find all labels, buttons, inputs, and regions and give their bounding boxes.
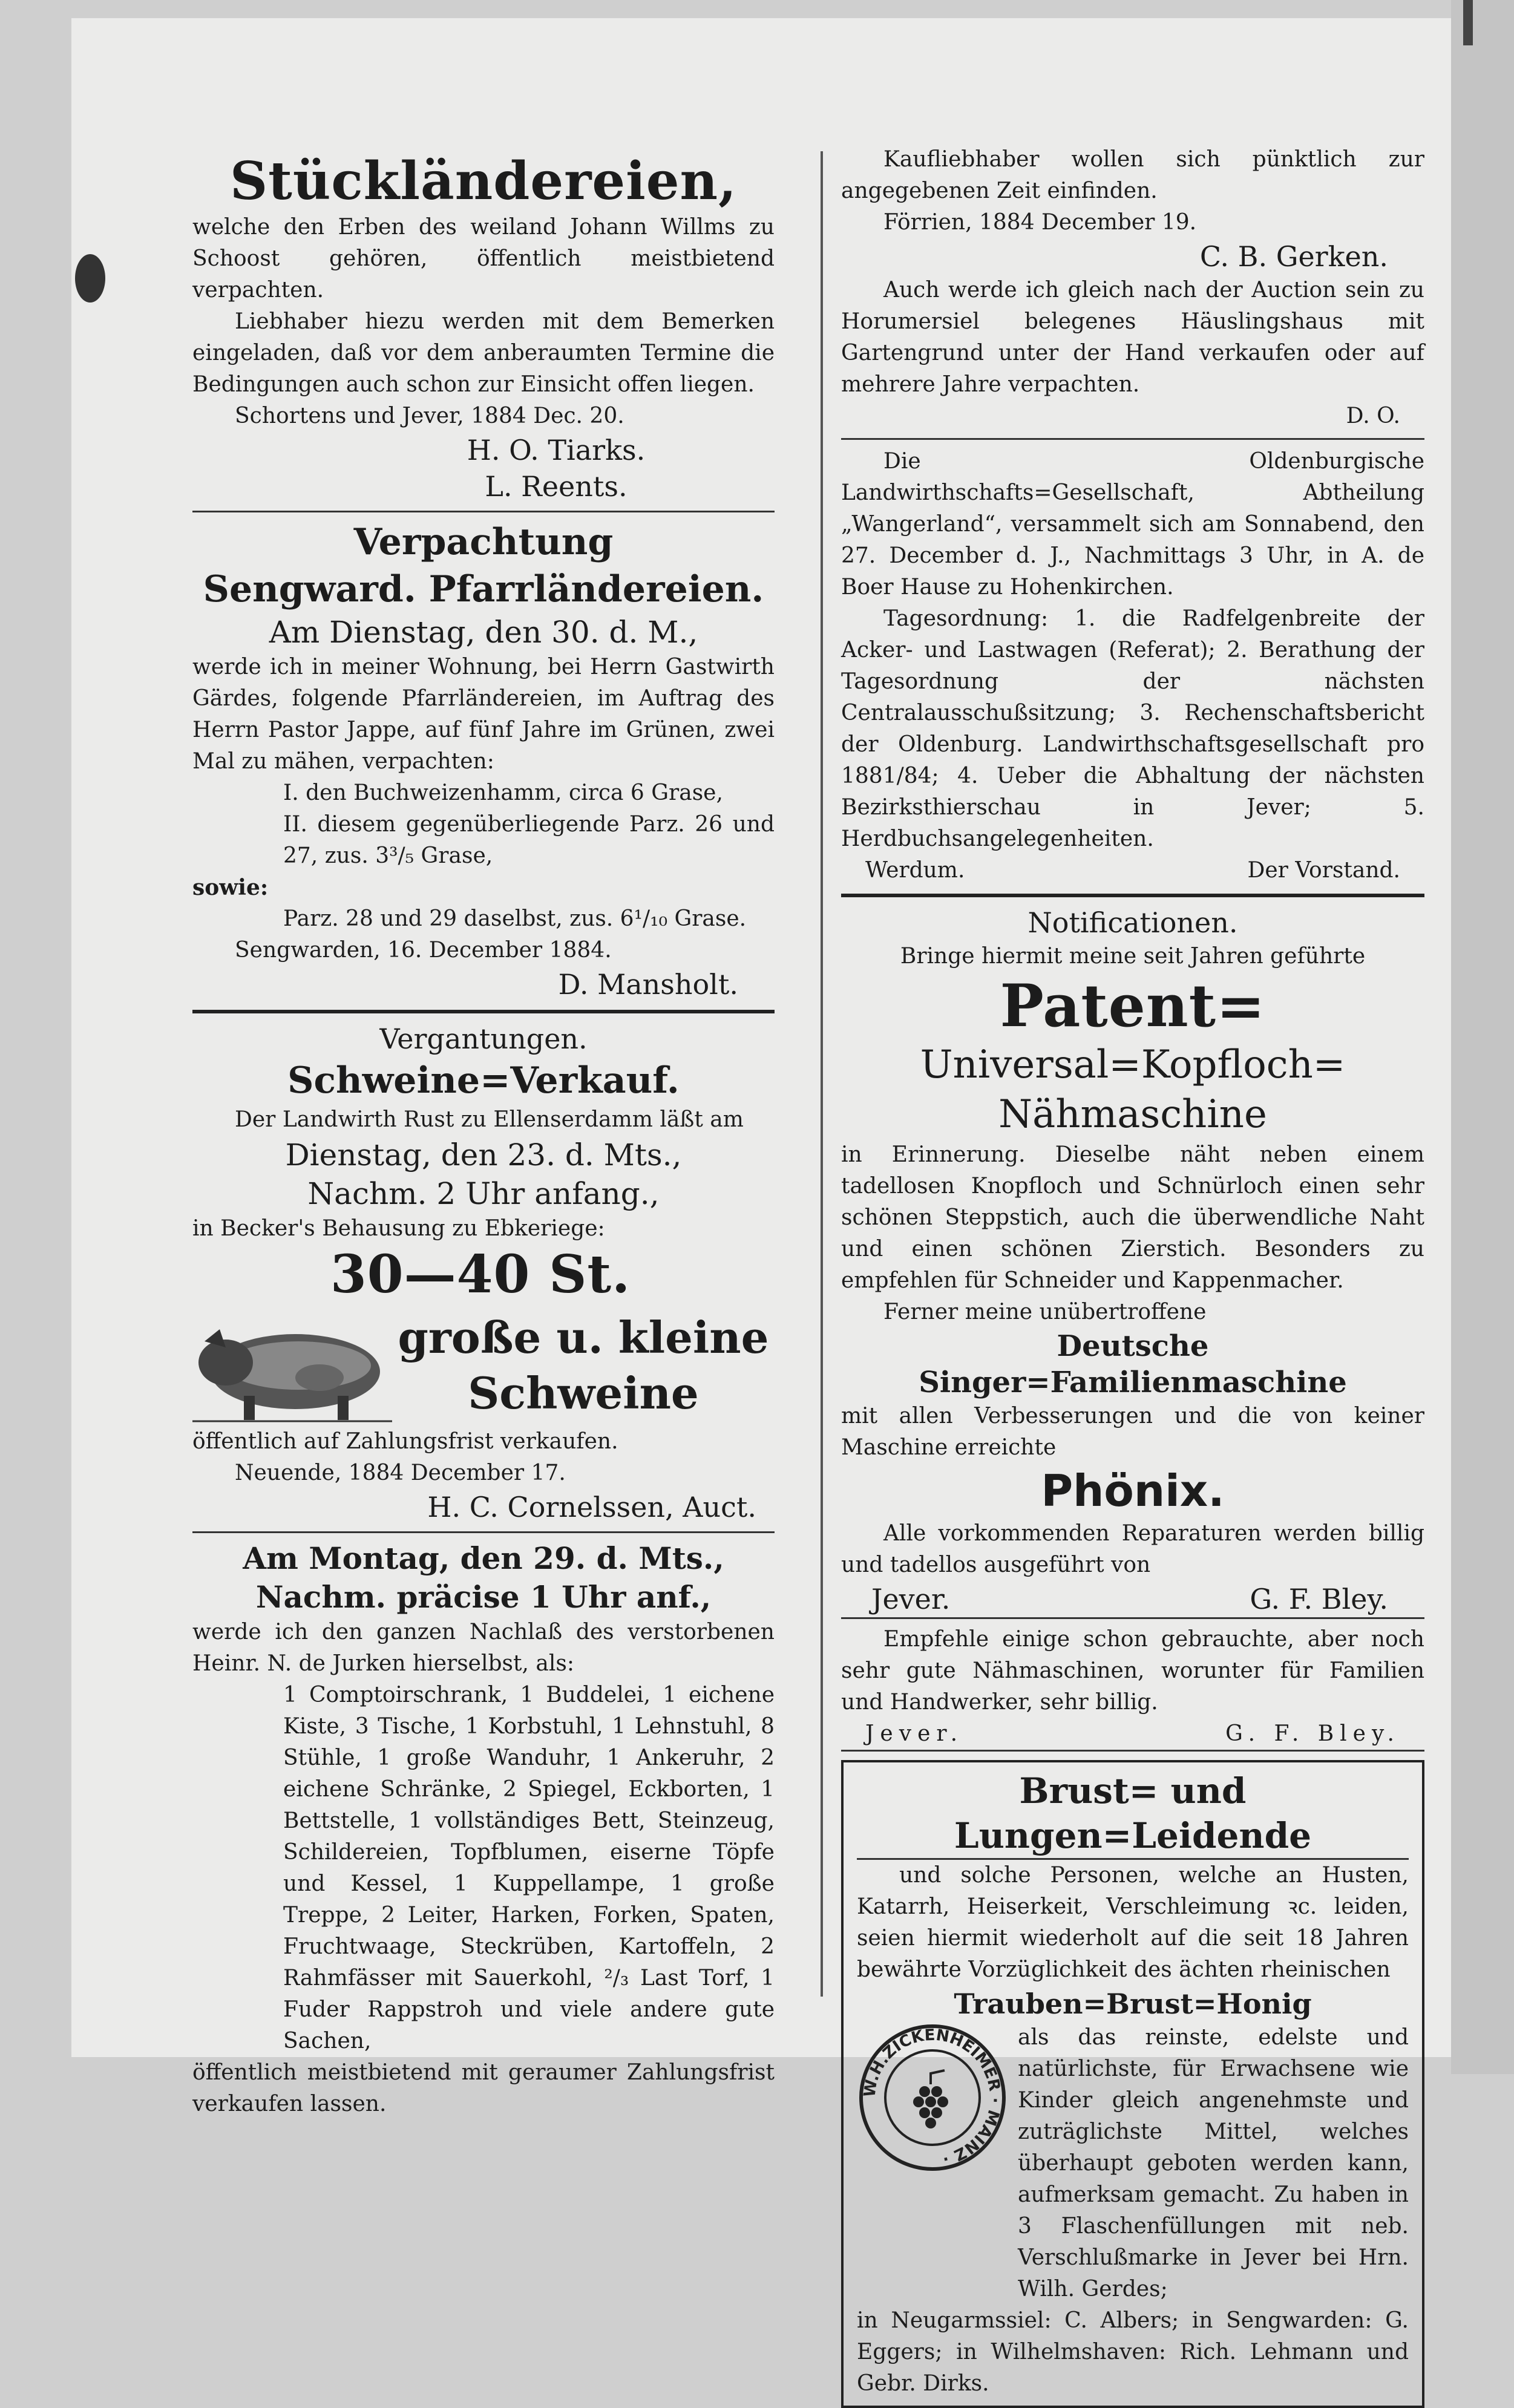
ink-blot	[75, 254, 105, 303]
ad-item: I. den Buchweizenhamm, circa 6 Grase,	[283, 780, 723, 805]
sign-row	[841, 1718, 1424, 1752]
ad-body: öffentlich auf Zahlungsfrist verkaufen.	[192, 1429, 618, 1454]
ad-verpachtung	[192, 519, 775, 1003]
divider	[841, 438, 1424, 440]
ad-title: Am Montag, den 29. d. Mts.,	[243, 1540, 724, 1576]
ad-body: mit allen Verbesserungen und die von keiner Maschine erreichte	[841, 1404, 1424, 1460]
ad-naehmaschine	[841, 905, 1424, 1619]
ad-intro: Bringe hiermit meine seit Jahren geführte	[900, 944, 1366, 969]
ad-body: in Neugarmssiel: C. Albers; in Sengwarden: G. Eggers; in Wilhelmshaven: Rich. Lehmann und Gebr. Dirks.	[857, 2308, 1409, 2396]
signature: D. Mansholt.	[558, 968, 738, 1001]
ad-title: Phönix.	[1041, 1465, 1225, 1516]
ad-body: werde ich in meiner Wohnung, bei Herrn Gastwirth Gärdes, folgende Pfarrländereien, im Auftrag des Herrn Pastor Jappe, auf fünf Jahre im Grünen, zwei Mal zu mähen, verpachten:	[192, 655, 775, 774]
ad-body: Tagesordnung: 1. die Radfelgenbreite der Acker- und Lastwagen (Referat); 2. Berathung der Tagesordnung der nächsten Centralausschußsitzung; 3. Rechenschaftsbericht der Oldenburg. Landwirthschaftsgesellschaft pro 1881/84; 4. Ueber die Abhaltung der nächsten Bezirksthierschau in Jever; 5. Herdbuchsangelegenheiten.	[841, 606, 1424, 851]
divider	[192, 511, 775, 512]
ad-date-line: Am Dienstag, den 30. d. M.,	[269, 615, 698, 650]
ad-title: Patent=	[1000, 972, 1266, 1040]
ad-title: Sengward. Pfarrländereien.	[203, 568, 764, 610]
sign-row	[841, 1581, 1424, 1619]
divider	[192, 1531, 775, 1533]
signature: D. O.	[1346, 404, 1400, 428]
place-date: Förrien, 1884 December 19.	[883, 210, 1197, 235]
ad-body: Empfehle einige schon gebrauchte, aber noch sehr gute Nähmaschinen, worunter für Familien und Handwerker, sehr billig.	[841, 1627, 1424, 1715]
place-date: Sengwarden, 16. December 1884.	[235, 938, 612, 963]
ad-title: Stückländereien,	[230, 151, 737, 212]
ad-body: Der Landwirth Rust zu Ellenserdamm läßt am	[235, 1107, 744, 1132]
scan-margin	[1451, 0, 1514, 2074]
seal-text: W.H.ZICKENHEIMER · MAINZ ·	[860, 2026, 1004, 2168]
ad-title: Schweine=Verkauf.	[287, 1059, 680, 1102]
product-name: Trauben=Brust=Honig	[954, 1988, 1312, 2020]
seal-row	[857, 2022, 1409, 2305]
pig-illustration	[192, 1305, 392, 1426]
ad-body: Auch werde ich gleich nach der Auction sein zu Horumersiel belegenes Häuslingshaus mit Gartengrund unter der Hand verkaufen oder auf mehrere Jahre verpachten.	[841, 278, 1424, 397]
ad-title: Universal=Kopfloch=	[920, 1042, 1346, 1087]
section-heading: Vergantungen.	[379, 1022, 588, 1055]
ad-count: 30—40 St.	[330, 1244, 631, 1305]
ad-date-line: Dienstag, den 23. d. Mts.,	[285, 1137, 682, 1173]
ad-title: Brust= und Lungen=Leidende	[857, 1768, 1409, 1860]
ad-body: welche den Erben des weiland Johann Willms zu Schoost gehören, öffentlich meistbietend verpachten.	[192, 215, 775, 303]
signature: H. O. Tiarks.	[467, 434, 646, 466]
ad-date-line: Nachm. 2 Uhr anfang.,	[307, 1176, 660, 1211]
divider	[192, 1010, 775, 1013]
divider	[841, 894, 1424, 897]
ad-brust-honig	[841, 1760, 1424, 2408]
ad-stueckländereien	[192, 151, 775, 505]
place-date: Neuende, 1884 December 17.	[235, 1461, 566, 1485]
ad-item: Parz. 28 und 29 daselbst, zus. 6¹/₁₀ Grase.	[283, 906, 747, 931]
signature: L. Reents.	[485, 470, 628, 503]
ad-body: Alle vorkommenden Reparaturen werden billig und tadellos ausgeführt von	[841, 1521, 1424, 1577]
signature: Der Vorstand.	[1247, 858, 1400, 883]
place: Jever.	[871, 1583, 951, 1615]
ad-desc: Schweine	[468, 1367, 699, 1419]
left-column	[192, 151, 775, 2120]
ad-item: II. diesem gegenüberliegende Parz. 26 und 27, zus. 3³/₅ Grase,	[283, 812, 775, 868]
ad-body: öffentlich meistbietend mit geraumer Zahlungsfrist verkaufen lassen.	[192, 2060, 775, 2116]
ad-schweine-verkauf	[192, 1021, 775, 1525]
ad-title: Deutsche Singer=Familienmaschine	[919, 1329, 1347, 1399]
zickenheimer-seal	[857, 2022, 1008, 2173]
column-rule	[821, 151, 823, 1997]
ad-body: Die Oldenburgische Landwirthschafts=Gesellschaft, Abtheilung „Wangerland“, versammelt sich am Sonnabend, den 27. December d. J., Nachmittags 3 Uhr, in A. de Boer Hause zu Hohenkirchen.	[841, 449, 1424, 600]
sign-row	[841, 855, 1424, 886]
ad-body: sowie:	[192, 875, 269, 900]
section-heading: Notificationen.	[1027, 906, 1238, 939]
signature: G. F. Bley.	[1250, 1583, 1388, 1615]
place: Werdum.	[865, 858, 965, 883]
ad-location: in Becker's Behausung zu Ebkeriege:	[192, 1216, 605, 1241]
ad-body: Liebhaber hiezu werden mit dem Bemerken eingeladen, daß vor dem anberaumten Termine die Bedingungen auch schon zur Einsicht offen liegen.	[192, 309, 775, 397]
ad-body: in Erinnerung. Dieselbe näht neben einem tadellosen Knopfloch und Schnürloch einen sehr schönen Steppstich, auch die überwendliche Naht und einen schönen Zierstich. Besonders zu empfehlen für Schneider und Kappenmacher.	[841, 1142, 1424, 1293]
ad-title: Nachm. präcise 1 Uhr anf.,	[255, 1579, 712, 1615]
ad-body: werde ich den ganzen Nachlaß des verstorbenen Heinr. N. de Jurken hierselbst, als:	[192, 1620, 775, 1676]
ad-gerken	[841, 144, 1424, 432]
scan-edge-mark	[1463, 0, 1473, 45]
ad-gebrauchte-maschinen	[841, 1624, 1424, 1752]
ad-title: Nähmaschine	[998, 1092, 1267, 1137]
signature: G. F. Bley.	[1225, 1721, 1400, 1746]
place-date: Schortens und Jever, 1884 Dec. 20.	[235, 404, 624, 428]
ad-body: als das reinste, edelste und natürlichste, für Erwachsene wie Kinder gleich angenehmste und zuträglichste Mittel, welches überhaupt geboten werden kann, aufmerksam gemacht. Zu haben in 3 Flaschenfüllungen mit neb. Verschlußmarke in Jever bei Hrn. Wilh. Gerdes;	[1018, 2025, 1409, 2302]
ad-body: Ferner meine unübertroffene	[883, 1300, 1207, 1324]
pig-illustration-row	[192, 1305, 775, 1426]
signature: H. C. Cornelssen, Auct.	[427, 1491, 756, 1523]
ad-body: Kaufliebhaber wollen sich pünktlich zur angegebenen Zeit einfinden.	[841, 147, 1424, 203]
ad-desc: große u. kleine	[398, 1312, 769, 1363]
ad-body: und solche Personen, welche an Husten, Katarrh, Heiserkeit, Verschleimung ꝛc. leiden, seien hiermit wiederholt auf die seit 18 Jahren bewährte Vorzüglichkeit des ächten rheinischen	[857, 1863, 1409, 1982]
signature: C. B. Gerken.	[1199, 240, 1388, 273]
right-column	[841, 144, 1424, 2408]
ad-landwirthschaft	[841, 446, 1424, 886]
ad-title: Verpachtung	[353, 521, 614, 563]
ad-items: 1 Comptoirschrank, 1 Buddelei, 1 eichene Kiste, 3 Tische, 1 Korbstuhl, 1 Lehnstuhl, 8 Stühle, 1 große Wanduhr, 1 Ankeruhr, 2 eichene Schränke, 2 Spiegel, Eckborten, 1 Bettstelle, 1 vollständiges Bett, Steinzeug, Schildereien, Topfblumen, eiserne Töpfe und Kessel, 1 Kuppellampe, 1 große Treppe, 2 Leiter, Harken, Forken, Spaten, Fruchtwaage, Steckrüben, Kartoffeln, 2 Rahmfässer mit Sauerkohl, ²/₃ Last Torf, 1 Fuder Rappstroh und viele andere gute Sachen,	[283, 1683, 775, 2053]
place: Jever.	[865, 1721, 964, 1746]
ad-nachlass-auction	[192, 1539, 775, 2120]
